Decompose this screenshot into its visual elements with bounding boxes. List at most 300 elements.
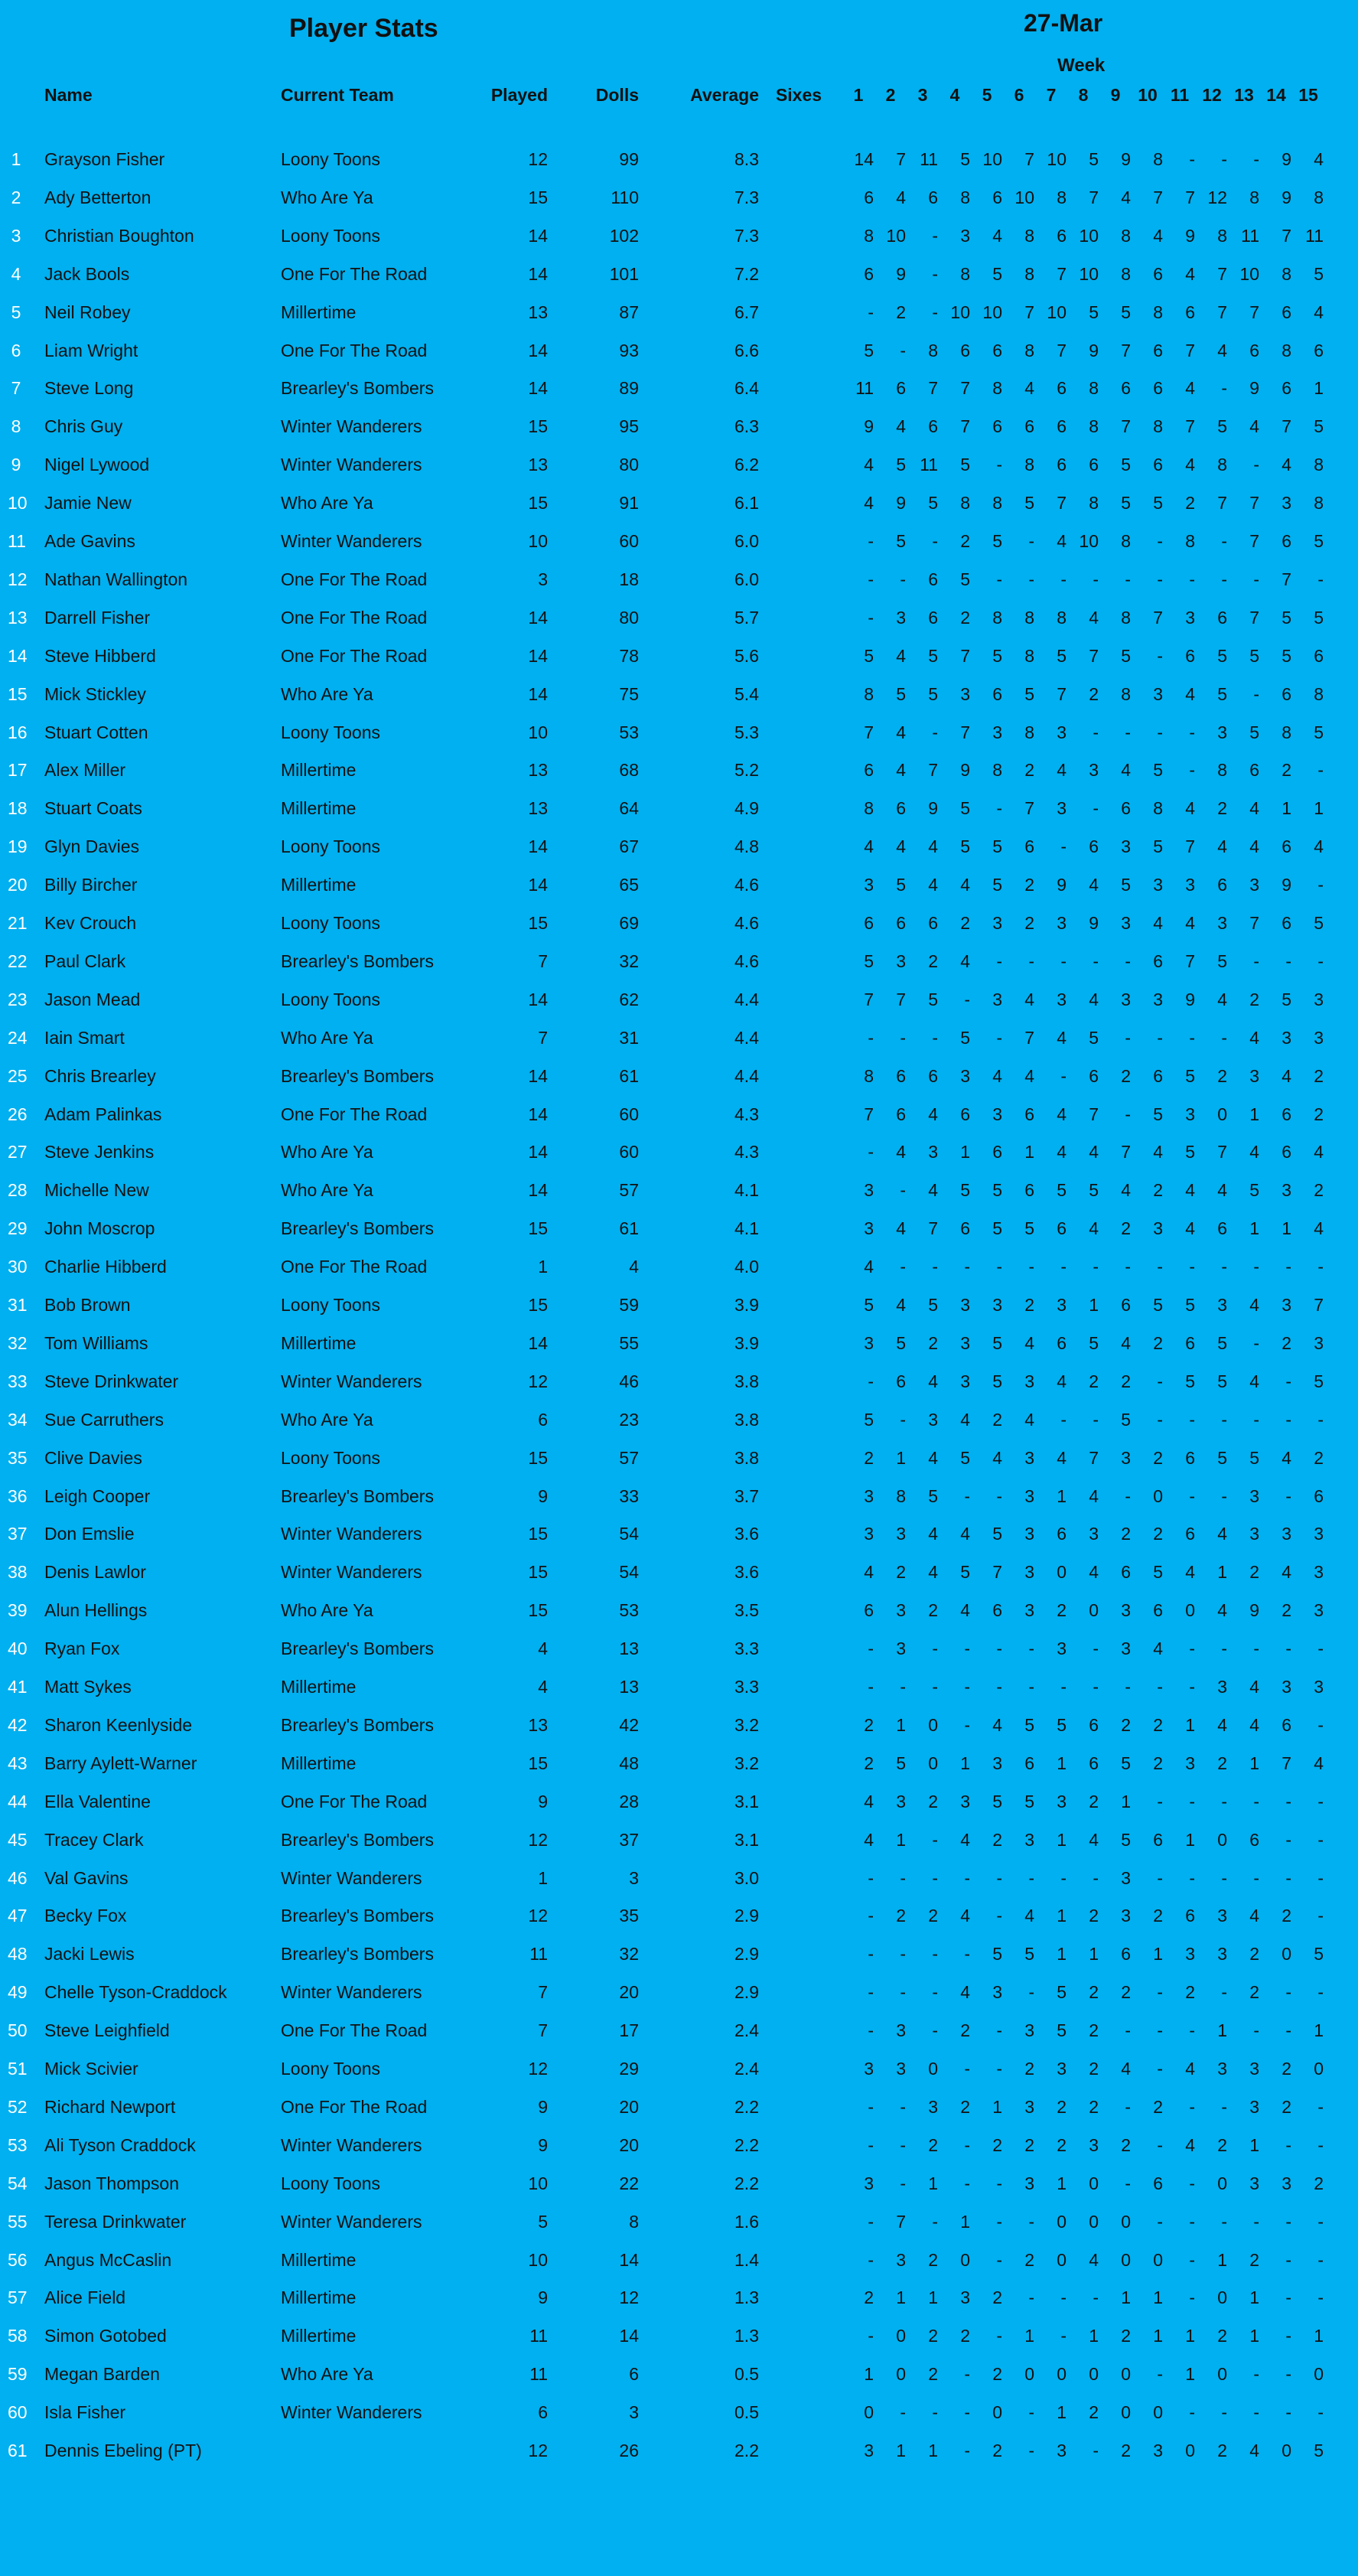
- week-1-value: 7: [864, 722, 874, 742]
- week-9-value: 5: [1121, 875, 1131, 895]
- week-8-value: 0: [1089, 2211, 1099, 2232]
- week-5-value: 5: [992, 531, 1002, 551]
- week-13-value: 1: [1249, 2326, 1259, 2346]
- week-3-value: 5: [928, 1295, 938, 1315]
- table-row: [0, 144, 1358, 174]
- week-13-value: -: [1253, 569, 1259, 589]
- week-15-value: 4: [1314, 1142, 1324, 1162]
- week-1-value: 8: [864, 798, 874, 819]
- week-3-value: 7: [928, 760, 938, 781]
- week-13-value: 3: [1249, 2096, 1259, 2117]
- average-value: 2.4: [734, 2059, 759, 2079]
- week-9-value: 6: [1121, 1562, 1131, 1583]
- week-9-value: -: [1125, 1027, 1131, 1048]
- player-team: One For The Road: [281, 607, 428, 628]
- table-row: [0, 1863, 1358, 1893]
- average-value: 3.5: [734, 1600, 759, 1621]
- week-6-value: 3: [1024, 1829, 1034, 1850]
- week-10-value: -: [1157, 2059, 1163, 2079]
- week-5-value: 5: [992, 645, 1002, 666]
- average-value: 2.2: [734, 2134, 759, 2155]
- table-row: [0, 526, 1358, 556]
- table-row: [0, 2359, 1358, 2389]
- player-team: Millertime: [281, 302, 357, 322]
- week-1-value: -: [868, 2134, 874, 2155]
- week-12-value: -: [1221, 1027, 1227, 1048]
- player-team: Loony Toons: [281, 836, 381, 857]
- week-14-value: 7: [1281, 1753, 1291, 1773]
- week-8-value: 4: [1089, 1562, 1099, 1583]
- table-row: [0, 1939, 1358, 1969]
- week-10-value: 2: [1153, 2096, 1163, 2117]
- week-4-value: 5: [960, 1027, 970, 1048]
- week-4-value: 5: [960, 1562, 970, 1583]
- week-12-value: 6: [1217, 875, 1227, 895]
- week-14-value: 5: [1281, 607, 1291, 628]
- header-average: Average: [690, 85, 759, 105]
- week-10-value: 8: [1153, 416, 1163, 437]
- table-row: [0, 717, 1358, 748]
- week-12-value: 8: [1217, 455, 1227, 475]
- week-5-value: -: [996, 1257, 1002, 1277]
- week-15-value: -: [1317, 1409, 1324, 1430]
- week-15-value: 3: [1314, 1600, 1324, 1621]
- dolls-value: 95: [619, 416, 639, 437]
- dolls-value: 93: [619, 340, 639, 360]
- week-14-value: 1: [1281, 798, 1291, 819]
- dolls-value: 33: [619, 1485, 639, 1506]
- week-8-value: 8: [1089, 378, 1099, 399]
- week-9-value: 4: [1121, 1180, 1131, 1201]
- week-8-value: -: [1093, 1677, 1099, 1697]
- week-7-value: 1: [1057, 2402, 1067, 2423]
- week-2-value: 3: [896, 2249, 906, 2270]
- average-value: 6.7: [734, 302, 759, 322]
- week-5-value: -: [996, 2059, 1002, 2079]
- week-8-value: 0: [1089, 2173, 1099, 2193]
- week-14-value: 4: [1281, 1447, 1291, 1468]
- played-value: 15: [528, 1524, 548, 1544]
- week-8-value: 5: [1089, 1180, 1099, 1201]
- week-8-value: 0: [1089, 1600, 1099, 1621]
- week-13-value: 6: [1249, 340, 1259, 360]
- week-4-value: 3: [960, 1332, 970, 1353]
- week-9-value: 9: [1121, 149, 1131, 169]
- week-11-value: -: [1189, 760, 1195, 781]
- row-number: 9: [11, 455, 21, 475]
- average-value: 5.4: [734, 683, 759, 704]
- week-11-value: 2: [1185, 493, 1195, 514]
- player-team: Brearley's Bombers: [281, 1829, 434, 1850]
- player-name: Michelle New: [44, 1180, 149, 1201]
- week-12-value: 3: [1217, 722, 1227, 742]
- week-15-value: -: [1317, 1829, 1324, 1850]
- week-3-value: 5: [928, 645, 938, 666]
- week-2-value: 4: [896, 187, 906, 207]
- week-2-value: -: [900, 340, 906, 360]
- week-7-value: 6: [1057, 1524, 1067, 1544]
- week-3-value: 5: [928, 989, 938, 1009]
- week-11-value: 6: [1185, 302, 1195, 322]
- week-8-value: 1: [1089, 1944, 1099, 1965]
- week-1-value: 3: [864, 2173, 874, 2193]
- week-12-value: 4: [1217, 1600, 1227, 1621]
- dolls-value: 13: [619, 1639, 639, 1659]
- average-value: 6.0: [734, 569, 759, 589]
- row-number: 8: [11, 416, 21, 437]
- player-team: Who Are Ya: [281, 1180, 373, 1201]
- dolls-value: 26: [619, 2441, 639, 2460]
- week-2-value: 4: [896, 416, 906, 437]
- dolls-value: 80: [619, 455, 639, 475]
- week-13-value: -: [1253, 1867, 1259, 1888]
- week-3-value: -: [932, 2211, 938, 2232]
- header-week-4: 4: [949, 85, 960, 105]
- week-9-value: 2: [1121, 2134, 1131, 2155]
- row-number: 52: [8, 2096, 28, 2117]
- week-9-value: 0: [1121, 2402, 1131, 2423]
- week-14-value: -: [1285, 2326, 1291, 2346]
- played-value: 6: [538, 2402, 548, 2423]
- row-number: 42: [8, 1714, 28, 1735]
- week-15-value: 4: [1314, 1753, 1324, 1773]
- week-11-value: -: [1189, 1791, 1195, 1811]
- header-week-6: 6: [1014, 85, 1024, 105]
- week-9-value: 6: [1121, 378, 1131, 399]
- week-10-value: -: [1157, 531, 1163, 551]
- week-11-value: -: [1189, 2287, 1195, 2308]
- week-5-value: 2: [992, 2364, 1002, 2385]
- week-7-value: -: [1060, 1409, 1067, 1430]
- week-9-value: 6: [1121, 798, 1131, 819]
- week-2-value: 7: [896, 149, 906, 169]
- week-2-value: 5: [896, 875, 906, 895]
- average-value: 4.4: [734, 1027, 759, 1048]
- week-12-value: 4: [1217, 340, 1227, 360]
- week-3-value: 2: [928, 951, 938, 971]
- week-3-value: 6: [928, 569, 938, 589]
- week-8-value: 6: [1089, 1714, 1099, 1735]
- week-5-value: 8: [992, 760, 1002, 781]
- dolls-value: 31: [619, 1027, 639, 1048]
- header-week-12: 12: [1202, 85, 1222, 105]
- week-3-value: 4: [928, 1524, 938, 1544]
- week-13-value: 4: [1249, 1371, 1259, 1391]
- week-3-value: -: [932, 225, 938, 246]
- player-team: Who Are Ya: [281, 1409, 373, 1430]
- week-2-value: 3: [896, 1600, 906, 1621]
- week-7-value: 8: [1057, 187, 1067, 207]
- header-week-13: 13: [1234, 85, 1254, 105]
- week-10-value: 6: [1153, 378, 1163, 399]
- week-9-value: 2: [1121, 2441, 1131, 2460]
- week-1-value: -: [868, 2211, 874, 2232]
- week-4-value: 2: [960, 2326, 970, 2346]
- week-14-value: 6: [1281, 378, 1291, 399]
- dolls-value: 22: [619, 2173, 639, 2193]
- player-team: One For The Road: [281, 645, 428, 666]
- week-7-value: 0: [1057, 1562, 1067, 1583]
- week-4-value: 4: [960, 1829, 970, 1850]
- week-2-value: -: [900, 1867, 906, 1888]
- week-3-value: 2: [928, 2326, 938, 2346]
- week-7-value: 3: [1057, 1791, 1067, 1811]
- week-5-value: 7: [992, 1562, 1002, 1583]
- player-name: Denis Lawlor: [44, 1562, 146, 1583]
- week-11-value: 2: [1185, 1982, 1195, 2003]
- average-value: 6.2: [734, 455, 759, 475]
- week-5-value: 5: [992, 263, 1002, 284]
- table-row: [0, 373, 1358, 403]
- player-name: Barry Aylett-Warner: [44, 1753, 197, 1773]
- week-6-value: -: [1028, 1982, 1034, 2003]
- week-1-value: 3: [864, 2441, 874, 2460]
- week-2-value: -: [900, 1180, 906, 1201]
- dolls-value: 110: [611, 187, 639, 207]
- week-3-value: 9: [928, 798, 938, 819]
- header-week-9: 9: [1110, 85, 1121, 105]
- week-9-value: 2: [1121, 1065, 1131, 1086]
- player-name: Bob Brown: [44, 1295, 131, 1315]
- week-9-value: 8: [1121, 683, 1131, 704]
- played-value: 14: [528, 875, 548, 895]
- row-number: 14: [8, 645, 28, 666]
- week-8-value: 2: [1089, 2096, 1099, 2117]
- week-8-value: -: [1093, 1639, 1099, 1659]
- week-7-value: -: [1060, 569, 1067, 589]
- week-8-value: -: [1093, 1257, 1099, 1277]
- player-name: Nathan Wallington: [44, 569, 188, 589]
- week-12-value: 12: [1207, 187, 1227, 207]
- row-number: 23: [8, 989, 28, 1009]
- row-number: 11: [8, 531, 26, 551]
- week-9-value: 0: [1121, 2249, 1131, 2270]
- week-6-value: 8: [1024, 263, 1034, 284]
- week-6-value: 6: [1024, 1753, 1034, 1773]
- week-7-value: 4: [1057, 1142, 1067, 1162]
- table-row: [0, 1175, 1358, 1205]
- week-12-value: 2: [1217, 2441, 1227, 2460]
- week-10-value: 5: [1153, 493, 1163, 514]
- week-3-value: 7: [928, 378, 938, 399]
- table-row: [0, 1213, 1358, 1244]
- week-12-value: 2: [1217, 798, 1227, 819]
- week-14-value: -: [1285, 1257, 1291, 1277]
- played-value: 15: [528, 1447, 548, 1468]
- week-6-value: 2: [1024, 2134, 1034, 2155]
- week-13-value: 3: [1249, 1524, 1259, 1544]
- dolls-value: 78: [619, 645, 639, 666]
- player-name: Charlie Hibberd: [44, 1257, 167, 1277]
- week-8-value: -: [1093, 951, 1099, 971]
- week-11-value: -: [1189, 149, 1195, 169]
- row-number: 39: [8, 1600, 28, 1621]
- table-row: [0, 1481, 1358, 1511]
- week-10-value: 4: [1153, 1639, 1163, 1659]
- player-name: Sue Carruthers: [44, 1409, 164, 1430]
- week-3-value: 2: [928, 1600, 938, 1621]
- week-4-value: 1: [960, 2211, 970, 2232]
- week-4-value: 7: [960, 645, 970, 666]
- table-row: [0, 984, 1358, 1015]
- week-2-value: -: [900, 1257, 906, 1277]
- played-value: 10: [528, 722, 548, 742]
- table-row: [0, 182, 1358, 213]
- week-7-value: 1: [1057, 1485, 1067, 1506]
- week-2-value: 6: [896, 1065, 906, 1086]
- week-3-value: -: [932, 531, 938, 551]
- week-5-value: 2: [992, 2441, 1002, 2460]
- table-row: [0, 2053, 1358, 2084]
- week-14-value: 3: [1281, 1180, 1291, 1201]
- week-10-value: 0: [1153, 2249, 1163, 2270]
- week-7-value: 3: [1057, 722, 1067, 742]
- player-name: Ade Gavins: [44, 531, 135, 551]
- week-15-value: 3: [1314, 1562, 1324, 1583]
- week-14-value: -: [1285, 2402, 1291, 2423]
- week-5-value: 5: [992, 1332, 1002, 1353]
- week-7-value: 5: [1057, 1982, 1067, 2003]
- week-3-value: 11: [920, 149, 938, 169]
- week-2-value: -: [900, 1409, 906, 1430]
- week-3-value: 4: [928, 1371, 938, 1391]
- week-13-value: 10: [1239, 263, 1259, 284]
- week-6-value: 3: [1024, 2096, 1034, 2117]
- week-8-value: 10: [1079, 531, 1099, 551]
- week-11-value: 4: [1185, 1218, 1195, 1239]
- player-team: Winter Wanderers: [281, 1524, 422, 1544]
- week-14-value: -: [1285, 1791, 1291, 1811]
- week-7-value: 3: [1057, 913, 1067, 933]
- week-7-value: 3: [1057, 798, 1067, 819]
- player-name: Steve Jenkins: [44, 1142, 155, 1162]
- row-number: 40: [8, 1639, 28, 1659]
- week-4-value: 3: [960, 1295, 970, 1315]
- week-1-value: 3: [864, 2059, 874, 2079]
- table-row: [0, 1443, 1358, 1473]
- week-3-value: 1: [928, 2441, 938, 2460]
- week-4-value: 5: [960, 455, 970, 475]
- week-4-value: 4: [960, 875, 970, 895]
- week-8-value: -: [1093, 1867, 1099, 1888]
- player-team: Winter Wanderers: [281, 1371, 422, 1391]
- player-team: Loony Toons: [281, 989, 381, 1009]
- week-14-value: 5: [1281, 989, 1291, 1009]
- week-5-value: 8: [992, 493, 1002, 514]
- average-value: 4.6: [734, 913, 759, 933]
- week-15-value: 1: [1314, 378, 1324, 399]
- week-9-value: 3: [1121, 1906, 1131, 1926]
- week-1-value: 4: [864, 1829, 874, 1850]
- week-3-value: -: [932, 1027, 938, 1048]
- week-12-value: 0: [1217, 2364, 1227, 2385]
- player-name: Jason Thompson: [44, 2173, 180, 2193]
- dolls-value: 59: [619, 1295, 639, 1315]
- week-12-value: 3: [1217, 2059, 1227, 2079]
- player-team: Brearley's Bombers: [281, 378, 434, 399]
- week-15-value: 5: [1314, 913, 1324, 933]
- player-team: Loony Toons: [281, 1295, 381, 1315]
- week-13-value: 3: [1249, 1485, 1259, 1506]
- dolls-value: 99: [619, 149, 639, 169]
- played-value: 7: [538, 951, 548, 971]
- week-5-value: -: [996, 2020, 1002, 2041]
- player-team: One For The Road: [281, 1257, 428, 1277]
- week-5-value: -: [996, 455, 1002, 475]
- week-3-value: 4: [928, 1104, 938, 1124]
- week-15-value: 0: [1314, 2059, 1324, 2079]
- average-value: 2.9: [734, 1944, 759, 1965]
- table-row: [0, 564, 1358, 595]
- week-14-value: 6: [1281, 836, 1291, 857]
- week-8-value: 5: [1089, 1027, 1099, 1048]
- week-9-value: 5: [1121, 1753, 1131, 1773]
- week-11-value: -: [1189, 2402, 1195, 2423]
- average-value: 3.8: [734, 1447, 759, 1468]
- row-number: 6: [11, 340, 21, 360]
- played-value: 9: [538, 1791, 548, 1811]
- week-4-value: 5: [960, 569, 970, 589]
- week-12-value: -: [1221, 1982, 1227, 2003]
- week-1-value: 5: [864, 340, 874, 360]
- week-6-value: 7: [1024, 798, 1034, 819]
- average-value: 7.3: [734, 187, 759, 207]
- week-10-value: 5: [1153, 1562, 1163, 1583]
- table-row: [0, 259, 1358, 289]
- player-name: Steve Long: [44, 378, 134, 399]
- dolls-value: 65: [619, 875, 639, 895]
- header-name: Name: [44, 85, 93, 105]
- week-4-value: 5: [960, 1447, 970, 1468]
- week-13-value: -: [1253, 1257, 1259, 1277]
- week-15-value: -: [1317, 1257, 1324, 1277]
- player-name: Jacki Lewis: [44, 1944, 135, 1965]
- dolls-value: 61: [619, 1218, 639, 1239]
- week-5-value: 6: [992, 187, 1002, 207]
- player-team: Loony Toons: [281, 722, 381, 742]
- week-7-value: 6: [1057, 416, 1067, 437]
- week-14-value: -: [1285, 1829, 1291, 1850]
- table-row: [0, 487, 1358, 518]
- week-11-value: -: [1189, 1409, 1195, 1430]
- player-name: Jamie New: [44, 493, 132, 514]
- played-value: 4: [538, 1639, 548, 1659]
- week-7-value: 0: [1057, 2211, 1067, 2232]
- week-10-value: 3: [1153, 875, 1163, 895]
- week-5-value: 3: [992, 1104, 1002, 1124]
- week-9-value: 1: [1121, 1791, 1131, 1811]
- week-15-value: -: [1317, 1867, 1324, 1888]
- week-3-value: 6: [928, 913, 938, 933]
- week-15-value: -: [1317, 569, 1324, 589]
- week-1-value: 2: [864, 1753, 874, 1773]
- week-9-value: -: [1125, 1104, 1131, 1124]
- week-6-value: 2: [1024, 2249, 1034, 2270]
- week-6-value: 3: [1024, 1485, 1034, 1506]
- week-6-value: 6: [1024, 416, 1034, 437]
- week-2-value: 8: [896, 1485, 906, 1506]
- week-7-value: 7: [1057, 340, 1067, 360]
- week-3-value: 2: [928, 1791, 938, 1811]
- player-team: One For The Road: [281, 340, 428, 360]
- week-6-value: 3: [1024, 2173, 1034, 2193]
- week-4-value: -: [964, 1867, 970, 1888]
- week-15-value: 7: [1314, 1295, 1324, 1315]
- week-15-value: -: [1317, 2287, 1324, 2308]
- week-9-value: 5: [1121, 302, 1131, 322]
- week-1-value: 2: [864, 2287, 874, 2308]
- week-4-value: 2: [960, 913, 970, 933]
